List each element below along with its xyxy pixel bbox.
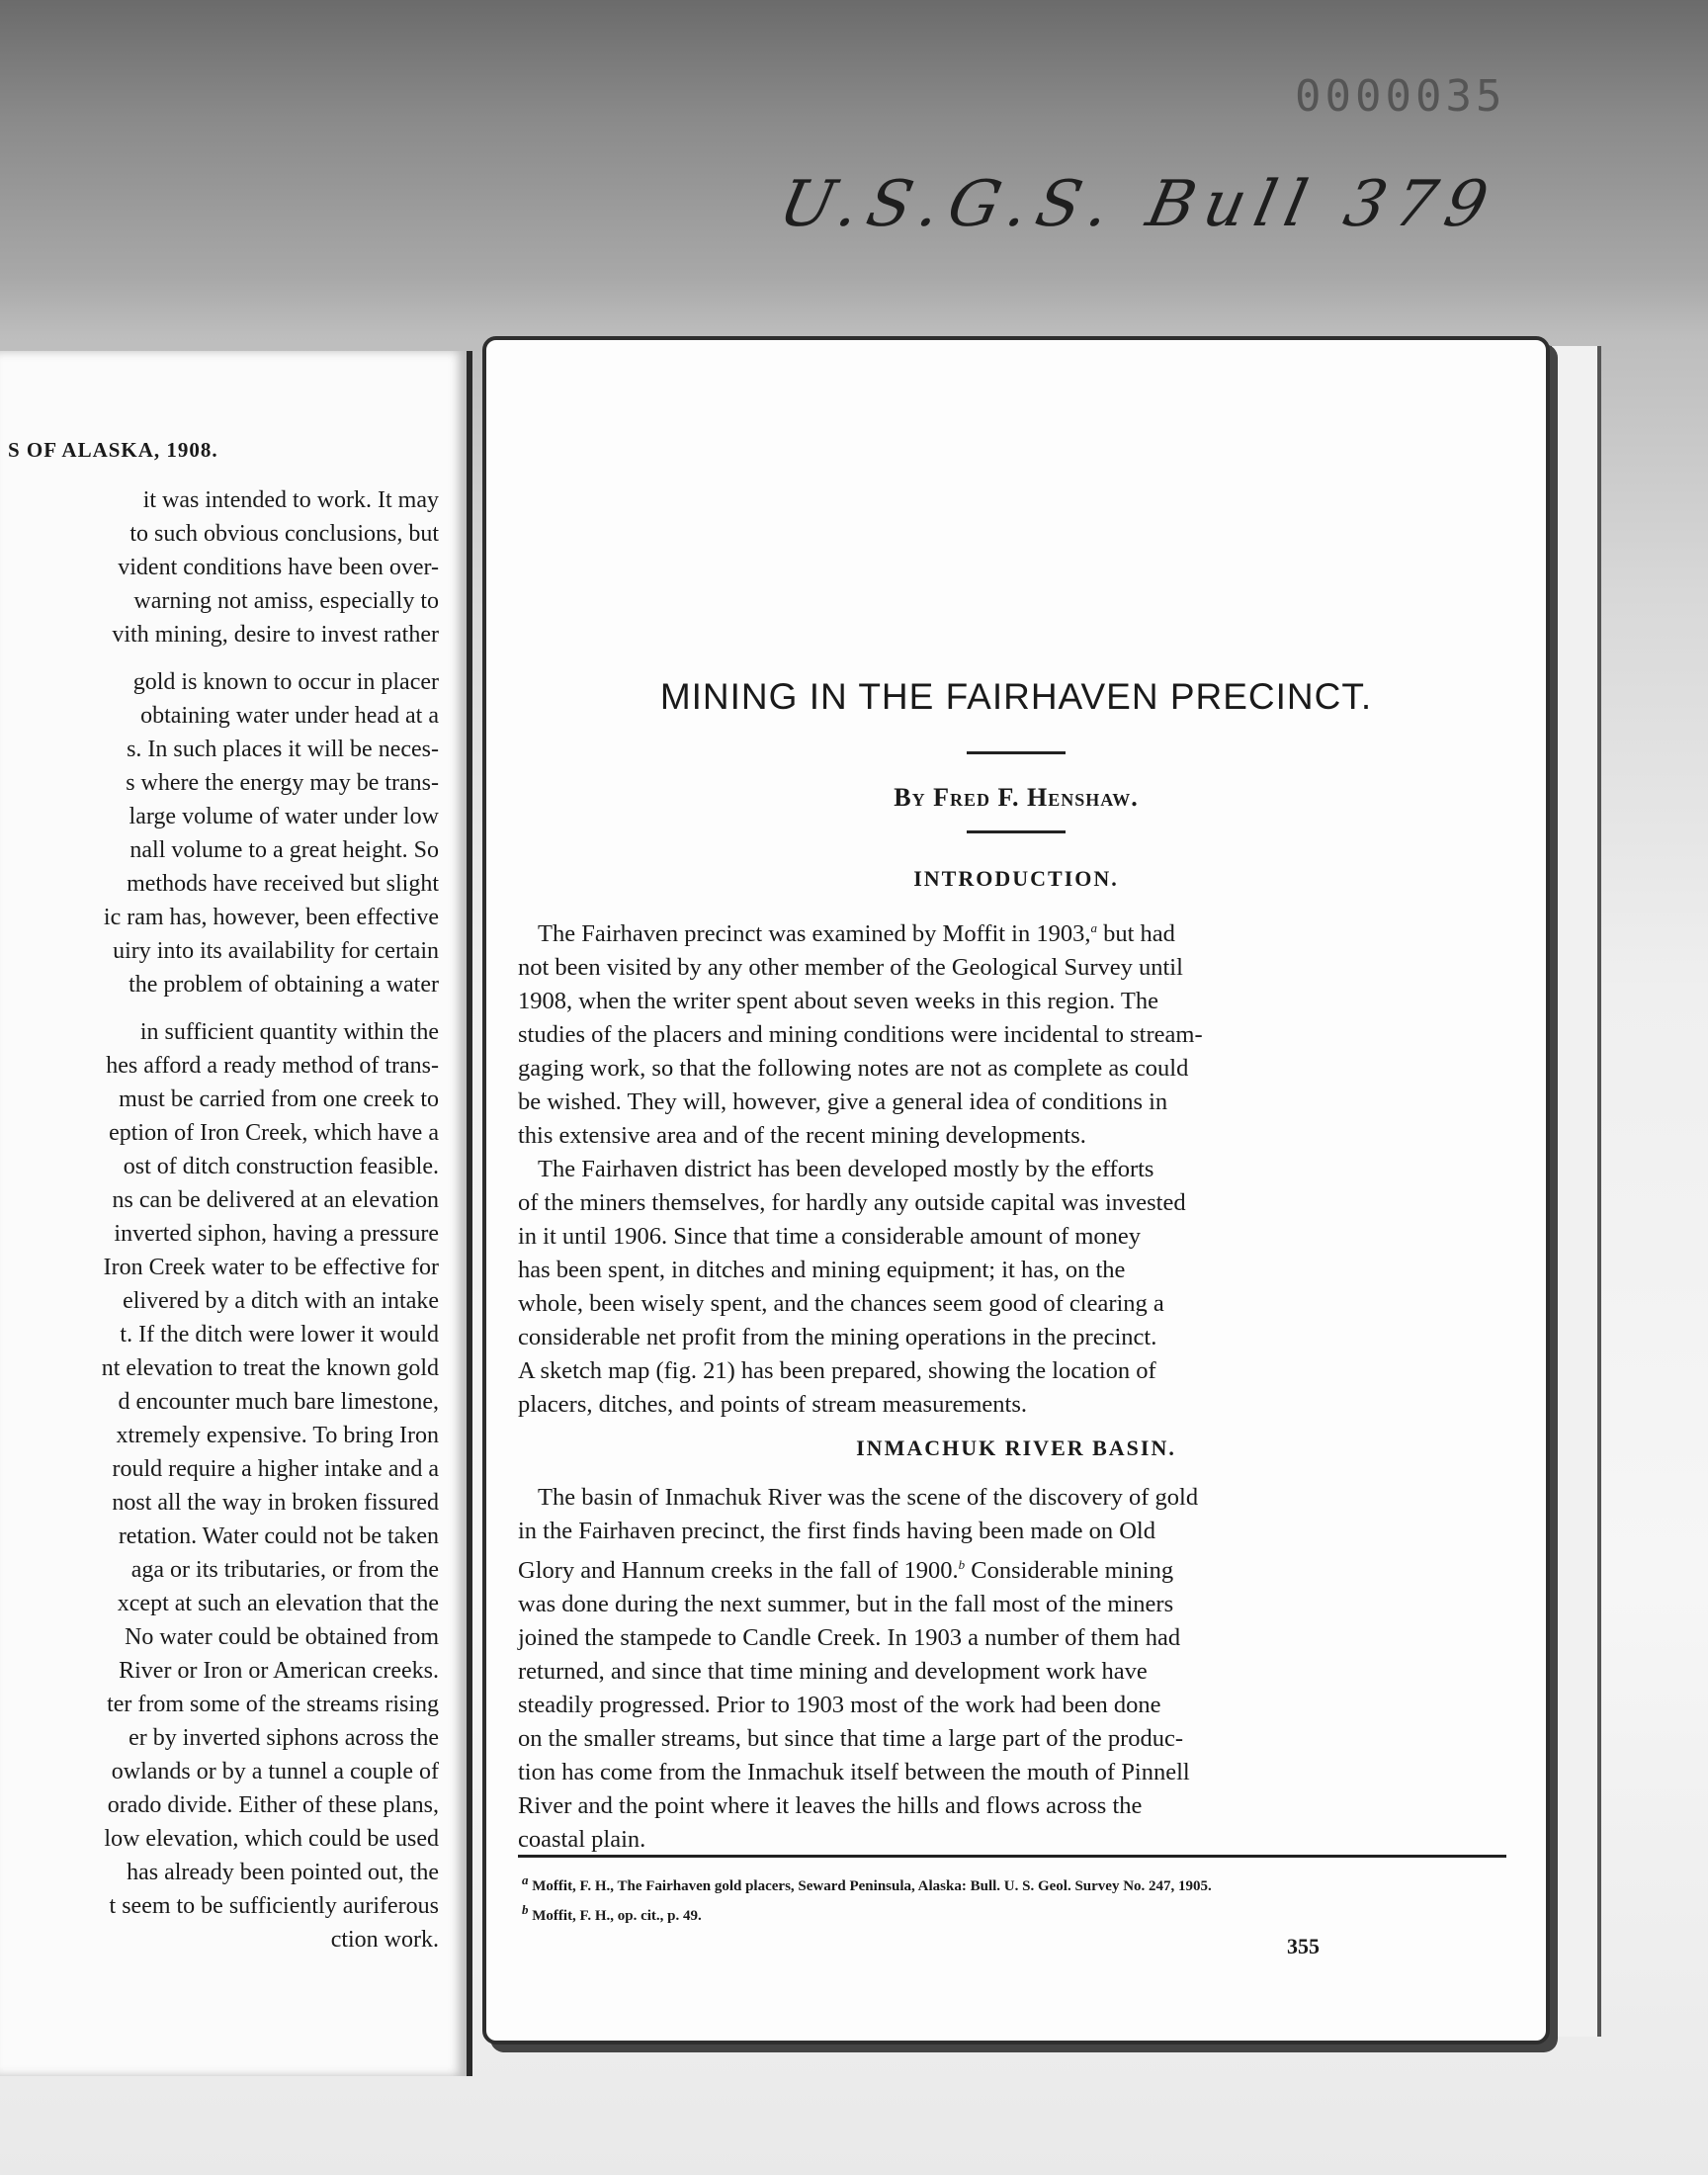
text-line: nall volume to a great height. So bbox=[129, 837, 439, 863]
text-line: rould require a higher intake and a bbox=[112, 1456, 439, 1482]
text-line: not been visited by any other member of the Geological Survey until bbox=[518, 954, 1183, 982]
text-line: this extensive area and of the recent mining developments. bbox=[518, 1122, 1086, 1150]
text-line: studies of the placers and mining conditions were incidental to stream- bbox=[518, 1021, 1203, 1049]
text-line: considerable net profit from the mining operations in the precinct. bbox=[518, 1324, 1157, 1351]
text-line: owlands or by a tunnel a couple of bbox=[111, 1759, 439, 1784]
author-byline: By Fred F. Henshaw. bbox=[894, 783, 1139, 812]
footnotes bbox=[522, 1869, 1510, 1928]
text-line: s. In such places it will be neces- bbox=[127, 737, 439, 762]
text-line: t. If the ditch were lower it would bbox=[120, 1322, 439, 1348]
page-edge bbox=[1548, 346, 1601, 2037]
text-line: in it until 1906. Since that time a considerable amount of money bbox=[518, 1223, 1142, 1251]
handwritten-note: U.S.G.S. Bull 379 bbox=[773, 168, 1504, 241]
text-line: obtaining water under head at a bbox=[140, 703, 439, 729]
text-line: must be carried from one creek to bbox=[119, 1087, 439, 1112]
text-line: ction work. bbox=[330, 1927, 439, 1953]
left-paragraph bbox=[4, 1015, 439, 1957]
text-line: tion has come from the Inmachuk itself between the mouth of Pinnell bbox=[518, 1759, 1190, 1786]
text-line: 1908, when the writer spent about seven weeks in this region. The bbox=[518, 988, 1158, 1015]
text-line: has been spent, in ditches and mining equipment; it has, on the bbox=[518, 1257, 1126, 1284]
text-line: large volume of water under low bbox=[128, 804, 439, 829]
archive-stamp-number: 0000035 bbox=[1295, 71, 1506, 122]
byline-rule bbox=[967, 830, 1066, 833]
text-line: nost all the way in broken fissured bbox=[112, 1490, 439, 1516]
text-line: The Fairhaven district has been developed mostly by the efforts bbox=[538, 1156, 1154, 1183]
text-line: er by inverted siphons across the bbox=[128, 1725, 439, 1751]
text-line: A sketch map (fig. 21) has been prepared, showing the location of bbox=[518, 1357, 1156, 1385]
text-line: No water could be obtained from bbox=[125, 1624, 439, 1650]
introduction-paragraph-2 bbox=[518, 1153, 1506, 1422]
text-line: methods have received but slight bbox=[127, 871, 439, 897]
text-line: of the miners themselves, for hardly any outside capital was invested bbox=[518, 1189, 1186, 1217]
text-line: t seem to be sufficiently auriferous bbox=[109, 1893, 439, 1919]
footnote-marker-a: a bbox=[1090, 920, 1097, 935]
text-line: on the smaller streams, but since that time a large part of the produc- bbox=[518, 1725, 1184, 1753]
text-line: it was intended to work. It may bbox=[142, 487, 439, 513]
text-line: River and the point where it leaves the hills and flows across the bbox=[518, 1792, 1143, 1820]
title-rule bbox=[967, 751, 1066, 754]
text-line: joined the stampede to Candle Creek. In 1903 a number of them had bbox=[518, 1624, 1181, 1652]
text-line: coastal plain. bbox=[518, 1826, 646, 1854]
text-line: retation. Water could not be taken bbox=[118, 1523, 439, 1549]
text-line: d encounter much bare limestone, bbox=[118, 1389, 439, 1415]
text-line: placers, ditches, and points of stream measurements. bbox=[518, 1391, 1028, 1419]
left-page bbox=[0, 351, 472, 2076]
text-line: low elevation, which could be used bbox=[104, 1826, 439, 1852]
text-line: orado divide. Either of these plans, bbox=[107, 1792, 439, 1818]
text-line: Iron Creek water to be effective for bbox=[103, 1255, 439, 1280]
footnote-rule bbox=[518, 1855, 1506, 1858]
text-line: returned, and since that time mining and development work have bbox=[518, 1658, 1148, 1686]
text-line: xcept at such an elevation that the bbox=[117, 1591, 439, 1616]
text-line: uiry into its availability for certain bbox=[113, 938, 439, 964]
text-line: warning not amiss, especially to bbox=[133, 588, 439, 614]
text-line: be wished. They will, however, give a general idea of conditions in bbox=[518, 1088, 1168, 1116]
footnote-marker-b: b bbox=[958, 1557, 966, 1572]
text-line: whole, been wisely spent, and the chances seem good of clearing a bbox=[518, 1290, 1164, 1318]
text-line: ter from some of the streams rising bbox=[107, 1692, 439, 1717]
text-line: ic ram has, however, been effective bbox=[103, 905, 439, 930]
text-line: in the Fairhaven precinct, the first finds having been made on Old bbox=[518, 1518, 1155, 1544]
inmachuk-text bbox=[518, 1481, 1506, 1857]
text-line: was done during the next summer, but in the fall most of the miners bbox=[518, 1591, 1174, 1618]
footnote-a: $^a$ Moffit, F. H., The Fairhaven gold placers, Seward Peninsula, Alaska: Bull. U. S. Geol. Survey No. 247, 1905. bbox=[522, 1872, 1212, 1894]
text-line: River or Iron or American creeks. bbox=[119, 1658, 439, 1684]
introduction-heading: INTRODUCTION. bbox=[913, 866, 1119, 891]
text-line: vith mining, desire to invest rather bbox=[112, 622, 439, 648]
text-line: elivered by a ditch with an intake bbox=[123, 1288, 439, 1314]
text-line: to such obvious conclusions, but bbox=[129, 521, 439, 547]
text-line: has already been pointed out, the bbox=[127, 1860, 439, 1885]
page-number: 355 bbox=[1287, 1934, 1320, 1958]
text-line: gold is known to occur in placer bbox=[132, 669, 439, 695]
text-line: eption of Iron Creek, which have a bbox=[109, 1120, 439, 1146]
text-line: in sufficient quantity within the bbox=[139, 1019, 439, 1045]
left-paragraph bbox=[4, 483, 439, 652]
text-line: s where the energy may be trans- bbox=[126, 770, 439, 796]
text-line: ost of ditch construction feasible. bbox=[123, 1154, 439, 1179]
text-line: aga or its tributaries, or from the bbox=[130, 1557, 439, 1583]
text-line: ns can be delivered at an elevation bbox=[112, 1187, 439, 1213]
text-line: The basin of Inmachuk River was the scene of the discovery of gold bbox=[538, 1484, 1199, 1511]
inmachuk-heading: INMACHUK RIVER BASIN. bbox=[856, 1436, 1176, 1460]
text-line: Glory and Hannum creeks in the fall of 1900.$^b$ Considerable mining bbox=[518, 1557, 1174, 1585]
article-title: MINING IN THE FAIRHAVEN PRECINCT. bbox=[659, 676, 1373, 717]
left-paragraph bbox=[4, 665, 439, 1001]
left-page-text bbox=[4, 483, 439, 1970]
introduction-paragraph-1 bbox=[518, 912, 1506, 1153]
left-page-header: S OF ALASKA, 1908. bbox=[8, 438, 218, 462]
text-line: steadily progressed. Prior to 1903 most of the work had been done bbox=[518, 1692, 1161, 1719]
right-page bbox=[482, 336, 1550, 2044]
text-line: The Fairhaven precinct was examined by Moffit in 1903,$^a$ but had bbox=[538, 920, 1175, 948]
text-line: vident conditions have been over- bbox=[118, 555, 439, 580]
text-line: hes afford a ready method of trans- bbox=[106, 1053, 439, 1079]
text-line: xtremely expensive. To bring Iron bbox=[116, 1423, 439, 1448]
text-line: the problem of obtaining a water bbox=[128, 972, 439, 998]
introduction-text bbox=[518, 912, 1506, 1422]
footnote-b: $^b$ Moffit, F. H., op. cit., p. 49. bbox=[522, 1902, 702, 1924]
text-line: gaging work, so that the following notes are not as complete as could bbox=[518, 1055, 1189, 1083]
text-line: inverted siphon, having a pressure bbox=[114, 1221, 439, 1247]
text-line: nt elevation to treat the known gold bbox=[101, 1355, 439, 1381]
